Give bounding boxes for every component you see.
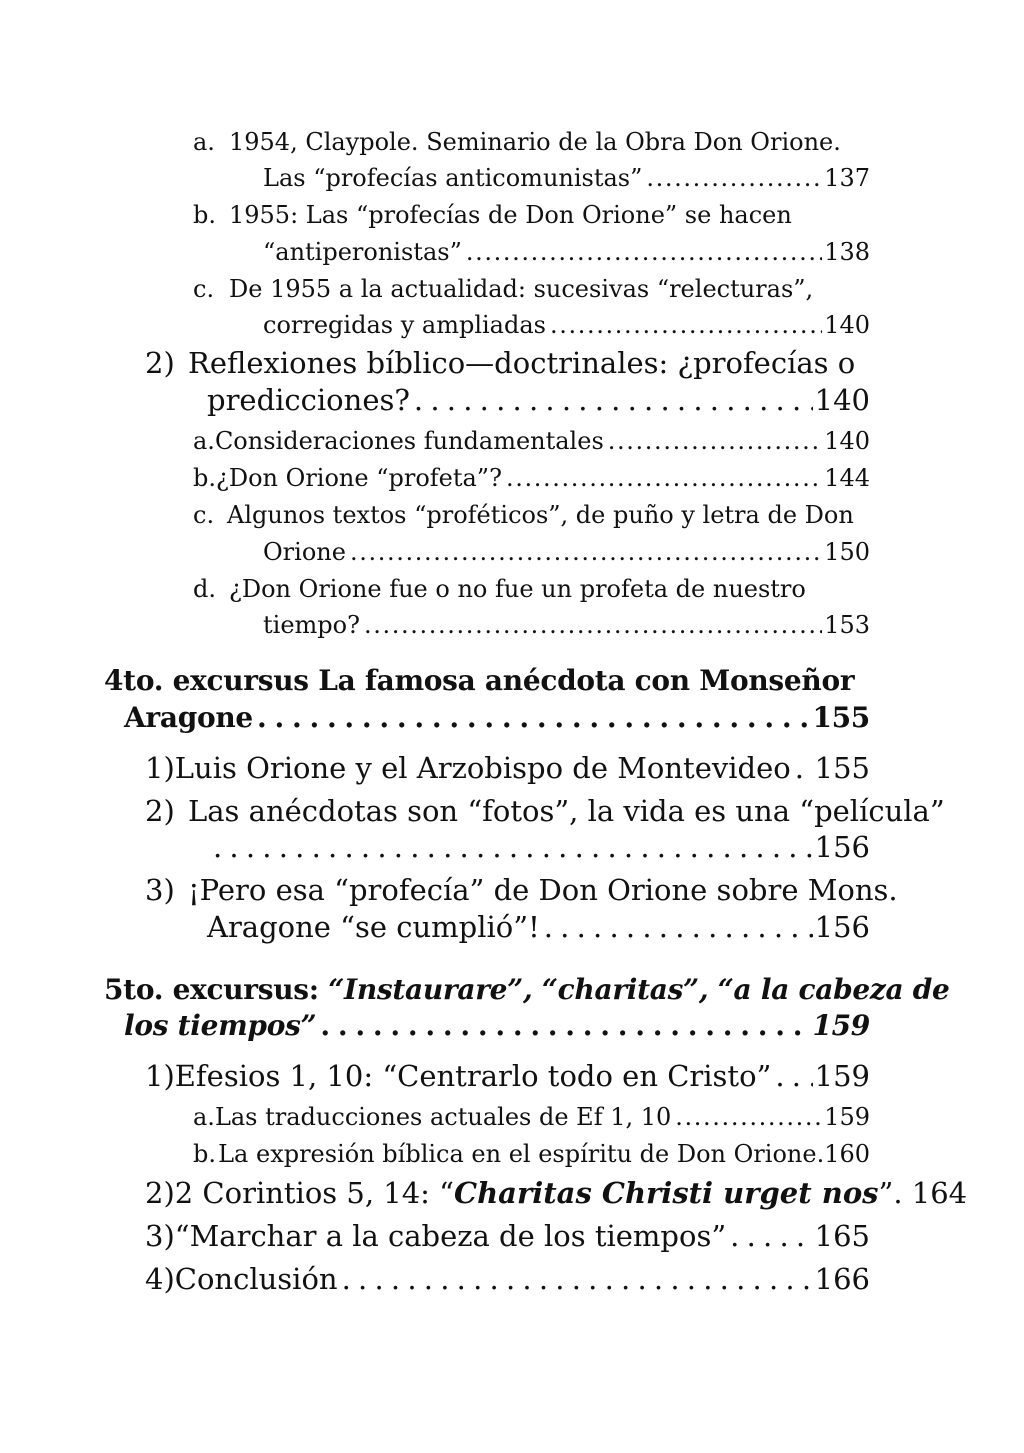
toc-heading-excursus4-line2 xyxy=(124,701,870,734)
entry-marker: b. xyxy=(193,464,216,492)
entry-marker: 3) xyxy=(145,873,175,907)
page-number: 137 xyxy=(824,164,870,192)
entry-marker: 1) xyxy=(145,751,175,785)
page-number: 155 xyxy=(814,751,870,785)
entry-title: 1955: Las “profecías de Don Orione” se hacen xyxy=(229,201,792,229)
entry-title-suffix: ” xyxy=(878,1176,894,1210)
entry-title-cont: Orione xyxy=(263,538,346,566)
entry-marker: 2) xyxy=(145,1176,175,1210)
page-number: 155 xyxy=(812,701,870,734)
entry-marker: b. xyxy=(193,201,216,229)
toc-entry-1954-line1 xyxy=(193,130,870,154)
page-number: 156 xyxy=(814,830,870,864)
page-number: 159 xyxy=(824,1103,870,1131)
entry-title-prefix: 2 Corintios 5, 14: “ xyxy=(174,1176,454,1210)
entry-title: Reflexiones bíblico—doctrinales: ¿profecías o xyxy=(188,346,856,380)
entry-title-cont: corregidas y ampliadas xyxy=(263,311,546,339)
entry-title: 1954, Claypole. Seminario de la Obra Don Orione. xyxy=(229,128,841,156)
dot-leader xyxy=(320,1012,810,1040)
entry-title-emphasis: Charitas Christi urget nos xyxy=(454,1176,879,1210)
toc-heading-excursus4-line1 xyxy=(104,664,870,697)
toc-entry-aragone-line1 xyxy=(145,873,898,907)
dot-leader xyxy=(730,1222,812,1251)
toc-heading-excursus5-line1 xyxy=(104,973,950,1006)
dot-leader xyxy=(257,704,810,732)
entry-title-cont: Aragone “se cumplió”! xyxy=(207,910,540,944)
entry-marker: c. xyxy=(193,501,215,529)
dot-leader xyxy=(350,540,822,564)
entry-title: ¿Don Orione “profeta”? xyxy=(216,464,502,492)
entry-title: De 1955 a la actualidad: sucesivas “relecturas”, xyxy=(229,275,814,303)
dot-leader xyxy=(795,754,813,783)
excursus-label: 5to. excursus xyxy=(104,973,309,1006)
page-number: 166 xyxy=(814,1262,870,1296)
toc-entry-1954-line2 xyxy=(263,166,870,190)
toc-entry-textos-line2 xyxy=(263,540,870,564)
toc-entry-relecturas-line1 xyxy=(193,277,870,301)
toc-entry-reflexiones-line2 xyxy=(207,383,870,417)
dot-leader xyxy=(506,466,822,490)
entry-title: ¡Pero esa “profecía” de Don Orione sobre Mons. xyxy=(188,873,898,907)
dot-leader xyxy=(675,1105,822,1129)
entry-title: Luis Orione y el Arzobispo de Montevideo xyxy=(174,751,791,785)
excursus-title: “Instaurare”, “charitas”, “a la cabeza de xyxy=(328,973,950,1006)
toc-heading-excursus5-line2 xyxy=(124,1009,870,1042)
dot-leader xyxy=(608,429,822,453)
dot-leader xyxy=(342,1265,813,1294)
page-number: .160 xyxy=(816,1140,870,1168)
entry-title: “Marchar a la cabeza de los tiempos” xyxy=(174,1219,727,1253)
dot-leader xyxy=(544,913,813,942)
entry-marker: 2) xyxy=(145,346,175,380)
toc-entry-consideraciones xyxy=(193,429,870,453)
toc-entry-corintios xyxy=(145,1176,968,1210)
toc-entry-conclusion xyxy=(145,1262,870,1296)
toc-entry-aragone-line2 xyxy=(207,910,870,944)
toc-entry-efesios xyxy=(145,1059,870,1093)
toc-entry-anecdotas-line1 xyxy=(145,794,945,828)
toc-entry-expresion xyxy=(193,1142,870,1166)
entry-marker: 2) xyxy=(145,794,175,828)
toc-entry-montevideo xyxy=(145,751,870,785)
entry-marker: c. xyxy=(193,275,215,303)
entry-title: Efesios 1, 10: “Centrarlo todo en Cristo” xyxy=(174,1059,772,1093)
page-number: 140 xyxy=(814,383,870,417)
page-number: 165 xyxy=(814,1219,870,1253)
toc-entry-traducciones xyxy=(193,1105,870,1129)
entry-title: La expresión bíblica en el espíritu de Don Orione xyxy=(218,1140,817,1168)
page-number: . 164 xyxy=(893,1176,968,1210)
entry-marker: 4) xyxy=(145,1262,175,1296)
entry-marker: a. xyxy=(193,128,215,156)
entry-marker: 3) xyxy=(145,1219,175,1253)
dot-leader xyxy=(550,313,822,337)
entry-title-cont: Las “profecías anticomunistas” xyxy=(263,164,643,192)
entry-title: Las traducciones actuales de Ef 1, 10 xyxy=(214,1103,672,1131)
entry-title-cont: “antiperonistas” xyxy=(263,238,462,266)
dot-leader xyxy=(213,833,813,862)
entry-title: ¿Don Orione fue o no fue un profeta de nuestro xyxy=(229,575,806,603)
toc-entry-reflexiones-line1 xyxy=(145,346,870,380)
page-number: 159 xyxy=(812,1009,870,1042)
entry-title: Las anécdotas son “fotos”, la vida es una “película” xyxy=(188,794,945,828)
entry-marker: d. xyxy=(193,575,216,603)
page-number: 153 xyxy=(824,611,870,639)
entry-title: Consideraciones fundamentales xyxy=(214,427,604,455)
dot-leader xyxy=(364,613,822,637)
page-number: 144 xyxy=(824,464,870,492)
excursus-colon: : xyxy=(308,973,319,1006)
toc-entry-1955-line2 xyxy=(263,240,870,264)
entry-title: Algunos textos “proféticos”, de puño y letra de Don xyxy=(227,501,854,529)
entry-title-cont: tiempo? xyxy=(263,611,360,639)
page-number: 159 xyxy=(814,1059,870,1093)
entry-title-cont: predicciones? xyxy=(207,383,410,417)
excursus-title-cont: los tiempos” xyxy=(124,1009,317,1042)
dot-leader xyxy=(646,166,822,190)
entry-marker: b. xyxy=(193,1140,216,1168)
page-number: 140 xyxy=(824,311,870,339)
toc-entry-tiempo-line2 xyxy=(263,613,870,637)
toc-entry-marchar xyxy=(145,1219,870,1253)
excursus-label: 4to. excursus xyxy=(104,664,309,697)
excursus-title: La famosa anécdota con Monseñor xyxy=(318,664,855,697)
dot-leader xyxy=(775,1062,812,1091)
toc-entry-profeta xyxy=(193,466,870,490)
entry-marker: a. xyxy=(193,1103,215,1131)
excursus-title-cont: Aragone xyxy=(124,701,253,734)
toc-entry-relecturas-line2 xyxy=(263,313,870,337)
entry-marker: a. xyxy=(193,427,215,455)
entry-title: Conclusión xyxy=(174,1262,338,1296)
toc-entry-anecdotas-line2 xyxy=(207,830,870,864)
page-number: 140 xyxy=(824,427,870,455)
dot-leader xyxy=(466,240,822,264)
toc-entry-textos-line1 xyxy=(193,503,870,527)
dot-leader xyxy=(414,386,813,415)
page-number: 156 xyxy=(814,910,870,944)
page-number: 138 xyxy=(824,238,870,266)
entry-marker: 1) xyxy=(145,1059,175,1093)
toc-entry-tiempo-line1 xyxy=(193,577,870,601)
toc-entry-1955-line1 xyxy=(193,203,870,227)
page-number: 150 xyxy=(824,538,870,566)
